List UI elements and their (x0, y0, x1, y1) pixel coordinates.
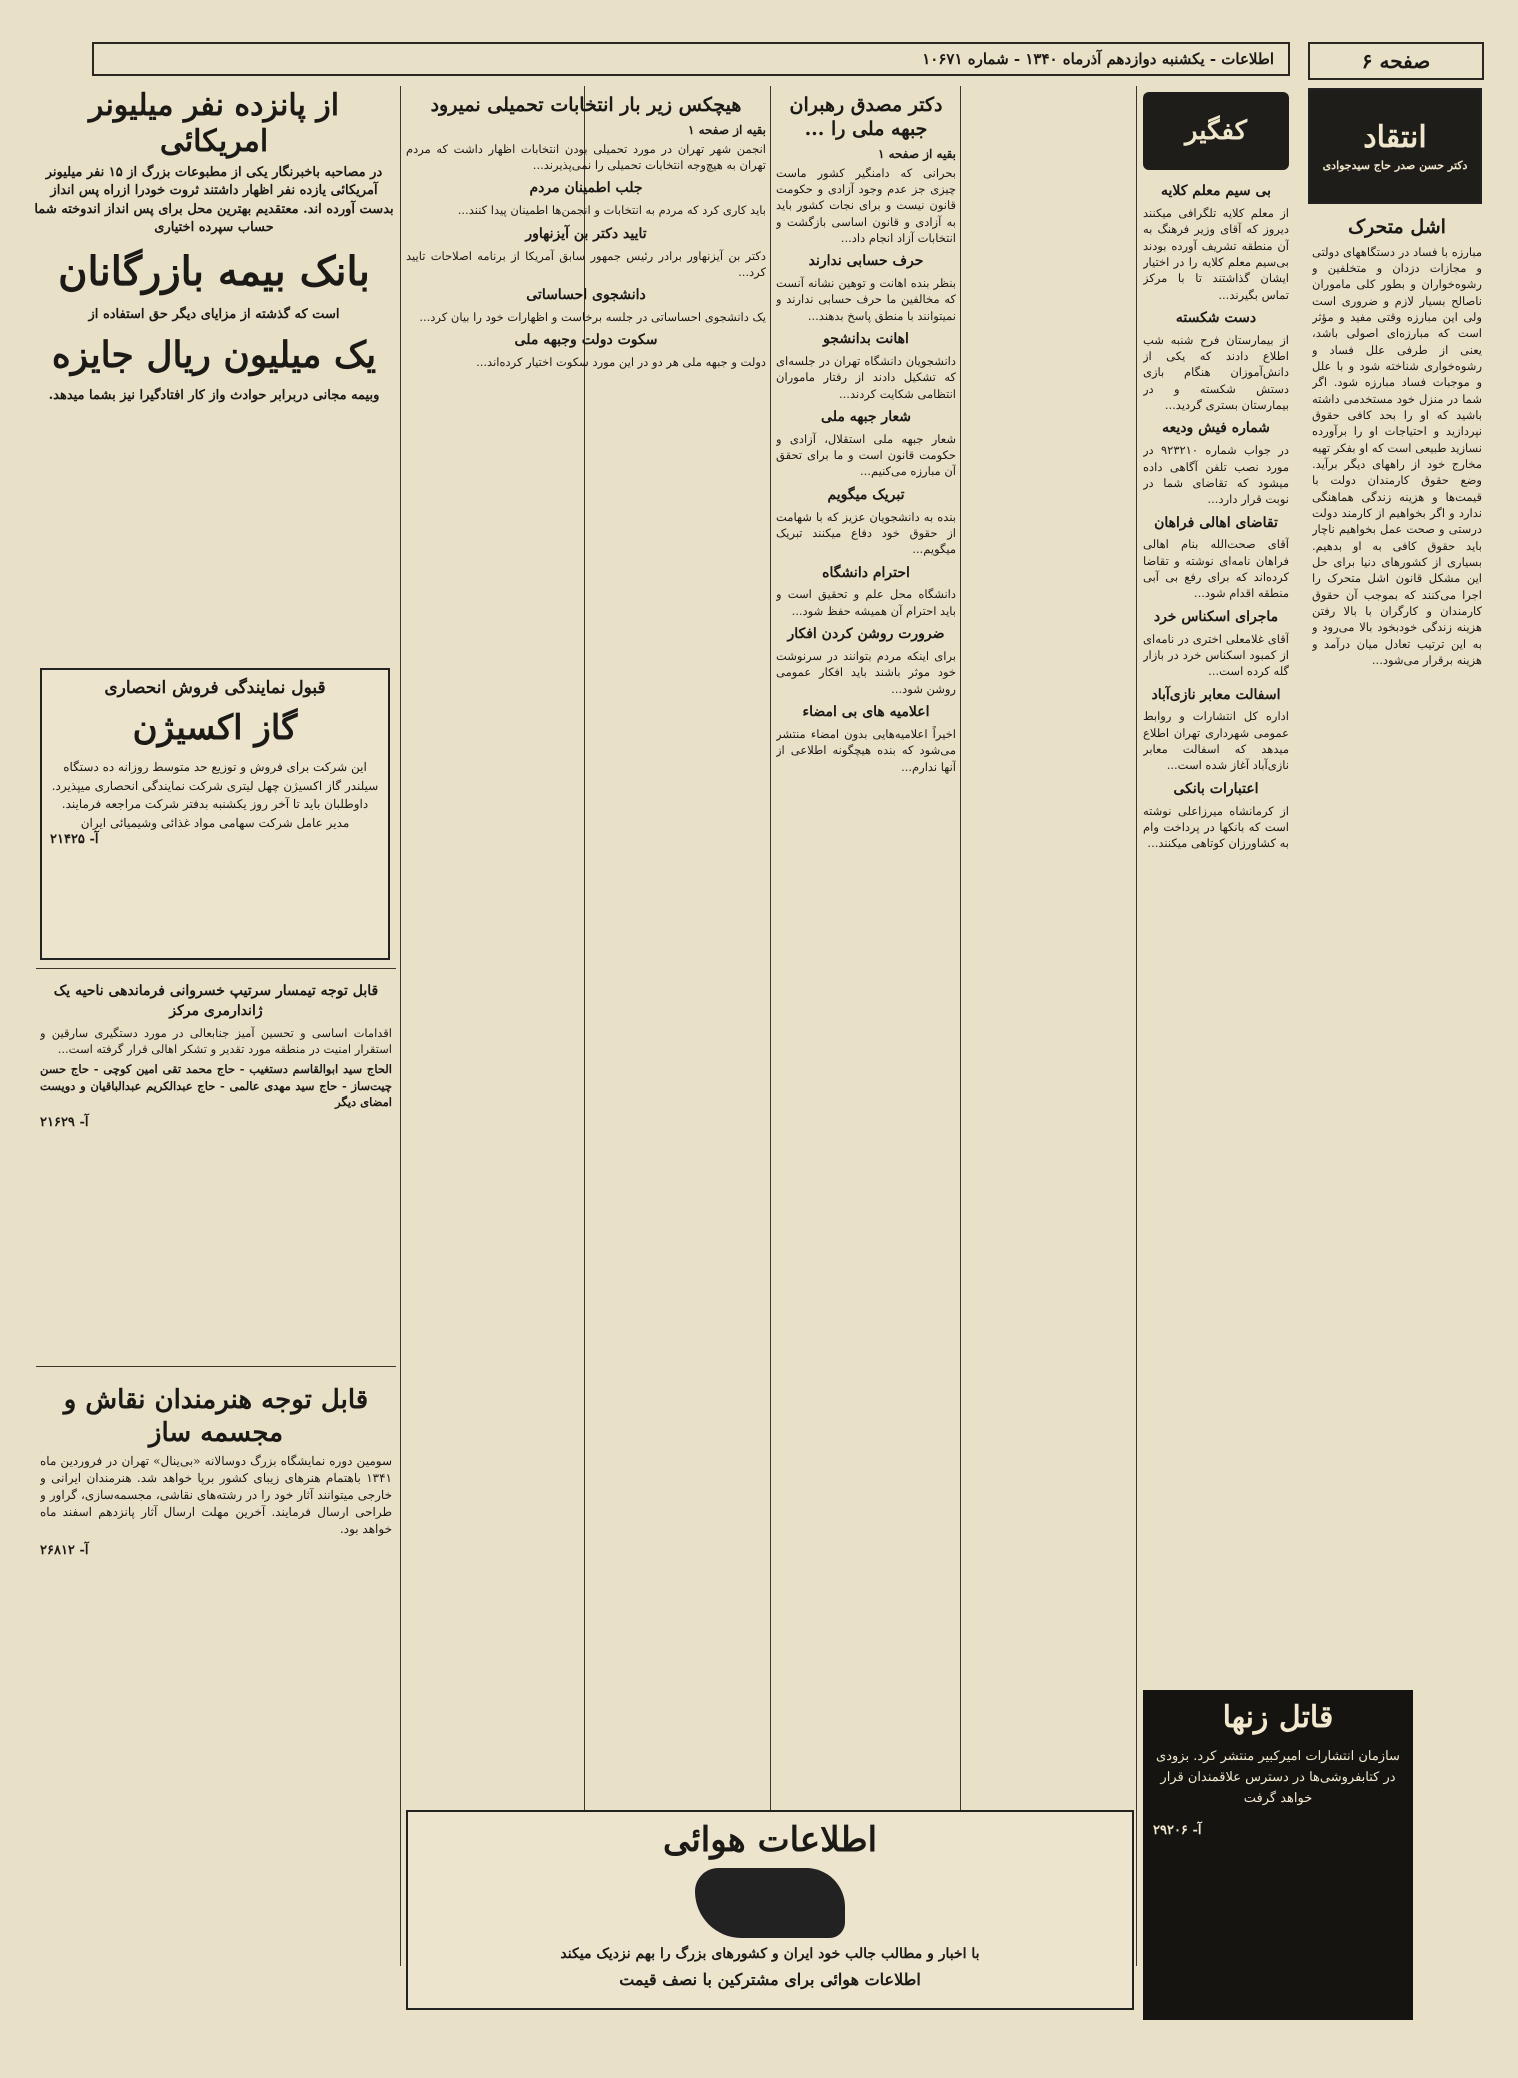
entegad-title: اشل متحرک (1348, 216, 1446, 238)
thanks-code: آ- ۲۱۶۲۹ (40, 1115, 89, 1131)
section-title: دانشجوی احساساتی (526, 287, 646, 304)
kafkir-logo: کفگیر (1143, 92, 1289, 170)
section-body: از کرمانشاه میرزاعلی نوشته است که بانکها در پرداخت وام به کشاورزان کوتاهی میکنند... (1143, 803, 1289, 851)
section-title: دست شکسته (1175, 309, 1257, 326)
kafkir-title: بی سیم معلم کلایه (1160, 183, 1272, 199)
art-code: آ- ۲۶۸۱۲ (40, 1543, 89, 1559)
kafkir-body: از معلم کلایه تلگرافی میکنند دیروز که آقای وزیر فرهنگ به آن منطقه تشریف آورده بودند بی‌سیم معلم کلایه را در اختیار ایشان گذاشتند تا با مرکز تماس بگیرند... (1143, 205, 1289, 302)
ghatel-code: آ- ۲۹۲۰۶ (1153, 1823, 1202, 1839)
section-title: تقاضای اهالی فراهان (1154, 514, 1278, 531)
section-rule (36, 968, 396, 969)
entegad-body: مبارزه با فساد در دستگاههای دولتی و مجازات دزدان و متخلفین و رشوه‌خواران و بطور کلی ماموران ناصالح بسیار لازم و ضروری است ولی این مبارزه وقتی مفید و مؤثر است که مبارزه‌ای اصولی باشد، یعنی از طرفی علل فساد و رشوه‌خواری شناخته شود و با علل و موجبات فساد مبارزه شود. اگر شما در منزل خود مستخدمی داشته باشید که او را بحد کافی حقوق نپردازید و احتیاجات او را برآورده نسازید طبیعی است که او بفکر تهیه مخارج خود از راههای دیگر برآید. وضع حقوق کارمندان دولت با قیمت‌ها و هزینه زندگی هماهنگی ندارد و اگر بخواهیم از کارمند دولت درستی و صحت عمل بخواهیم ناچار باید حقوق کافی به او بدهیم. بسیاری از کشورهای دنیا برای حل این مشکل قانون اشل متحرک را اجرا می‌کنند که بموجب آن حقوق کارمندان و کارگران با بالا رفتن هزینه زندگی خودبخود بالا می‌رود و به این ترتیب تعادل میان درآمد و هزینه برقرار می‌شود... (1312, 244, 1482, 667)
hichcox-column (406, 86, 766, 1786)
gas-brand: گاز اکسیژن (132, 708, 298, 748)
section-body: آقای غلامعلی اختری در نامه‌ای از کمبود اسکناس خرد در بازار گله کرده است... (1143, 631, 1289, 679)
thanks-body: اقدامات اساسی و تحسین آمیز جنابعالی در مورد دستگیری سارقین و استقرار امنیت در منطقه مورد تقدیر و تشکر اهالی قرار گرفته است... (40, 1025, 392, 1057)
gas-title: قبول نمایندگی فروش انحصاری (104, 678, 326, 698)
section-title: تایید دکتر بن آیزنهاور (525, 225, 647, 242)
column-rule (770, 86, 771, 1966)
gas-body: این شرکت برای فروش و توزیع حد متوسط روزانه ده دستگاه سیلندر گاز اکسیژن چهل لیتری شرکت نمایندگی انحصاری میپذیرد. داوطلبان باید تا آخر روز یکشنبه بدفتر شرکت مراجعه فرمایند. مدیر عامل شرکت سهامی مواد غذائی وشیمیائی ایران (51, 760, 379, 830)
prize-text: یک میلیون ریال جایزه (51, 334, 377, 377)
art-notice (40, 1376, 392, 2016)
art-body: سومین دوره نمایشگاه بزرگ دوسالانه «بی‌ینال» تهران در فروردین ماه ۱۳۴۱ باهتمام هنرهای زیبای کشور برپا خواهد شد. هنرمندان ایرانی و خارجی میتوانند آثار خود را در رشته‌های نقاشی، مجسمه‌سازی، گراور و طراحی ارسال فرمایند. آخرین مهلت ارسال آثار پانزدهم اسفند ماه خواهد بود. (40, 1454, 392, 1537)
section-title: سکوت دولت وجبهه ملی (514, 332, 658, 349)
ad-title: اطلاعات هوائی (662, 1820, 878, 1860)
ettelaat-havaie-ad (406, 1810, 1134, 2010)
section-body: برای اینکه مردم بتوانند در سرنوشت خود موثر باشند باید افکار عمومی روشن شود... (776, 649, 956, 696)
bank-line: است که گذشته از مزایای دیگر حق استفاده از (88, 306, 340, 322)
bank-ad (34, 86, 394, 656)
millionaire-headline: از پانزده نفر میلیونر امریکائی (88, 88, 340, 159)
kafkir-column (1143, 176, 1289, 1676)
section-body: یک دانشجوی احساساتی در جلسه برخاست و اظهارات خود را بیان کرد... (419, 310, 766, 325)
section-title: شماره فیش ودیعه (1162, 420, 1270, 437)
mossadegh-title: دکتر مصدق رهبران جبهه ملی را ... (789, 94, 943, 140)
section-title: اعتبارات بانکی (1173, 780, 1259, 797)
ghatel-ad (1143, 1690, 1413, 2020)
thanks-title: قابل توجه تیمسار سرتیپ خسروانی فرماندهی ناحیه یک ژاندارمری مرکز (53, 983, 379, 1019)
section-body: بنظر بنده اهانت و توهین نشانه آنست که مخالفین ما حرف حسابی ندارند و نمیتوانند با منطق پاسخ بدهند... (776, 276, 956, 323)
section-body: در جواب شماره ۹۲۳۲۱۰ در مورد نصب تلفن آگاهی داده میشود که تقاضای شما در نوبت قرار دارد... (1143, 443, 1289, 507)
column-rule (960, 86, 961, 1966)
iran-map-icon (695, 1868, 845, 1938)
column-rule (1136, 86, 1137, 1966)
thanks-notice (40, 976, 392, 1336)
entegad-logo: انتقاد دکتر حسن صدر حاج سیدجوادی (1308, 88, 1482, 204)
section-title: شعار جبهه ملی (821, 408, 911, 425)
section-body: آقای صحت‌الله بنام اهالی فراهان نامه‌ای نوشته و تقاضا کرده‌اند که برای رفع بی آبی منطقه اقدام شود... (1143, 537, 1289, 601)
section-title: تبریک میگویم (827, 486, 905, 503)
ad-tagline: با اخبار و مطالب جالب خود ایران و کشورهای بزرگ را بهم نزدیک میکند (560, 1946, 980, 1962)
dateline: اطلاعات - یکشنبه دوازدهم آذرماه ۱۳۴۰ - شماره ۱۰۶۷۱ (92, 42, 1290, 76)
section-title: احترام دانشگاه (822, 564, 910, 581)
hichcox-body: انجمن شهر تهران در مورد تحمیلی بودن انتخابات اظهار داشت که مردم تهران به هیچ‌وجه انتخابات تحمیلی را نمی‌پذیرند... (406, 141, 766, 173)
ad-footer: اطلاعات هوائی برای مشترکین با نصف قیمت (619, 1970, 921, 1989)
gas-ad (40, 668, 390, 960)
section-body: دانشجویان دانشگاه تهران در جلسه‌ای که تشکیل دادند از رفتار ماموران انتظامی شکایت کردند... (776, 353, 956, 401)
section-body: باید کاری کرد که مردم به انتخابات و انجمن‌ها اطمینان پیدا کنند... (457, 203, 766, 218)
section-body: دانشگاه محل علم و تحقیق است و باید احترام آن همیشه حفظ شود... (776, 587, 956, 618)
column-rule (400, 86, 401, 1966)
ghatel-body: سازمان انتشارات امیرکبیر منتشر کرد. بزودی در کتابفروشی‌ها در دسترس علاقمندان قرار خواهد گرفت (1156, 1749, 1400, 1806)
mossadegh-column (776, 86, 956, 2006)
section-title: اعلامیه های بی امضاء (802, 704, 930, 720)
mossadegh-body: بحرانی که دامنگیر کشور ماست چیزی جز عدم وجود آزادی و حکومت قانون نیست و برای نجات کشور باید به آزادی و قانون اساسی بازگشت و انتخابات آزاد انجام داد... (776, 165, 956, 245)
section-body: از بیمارستان فرح شنبه شب اطلاع دادند که یکی از دانش‌آموزان هنگام بازی دستش شکسته و در بیمارستان بستری گردید... (1143, 332, 1289, 413)
section-title: ماجرای اسکناس خرد (1153, 608, 1279, 625)
section-body: اخیراً اعلامیه‌هایی بدون امضاء منتشر می‌شود که بنده هیچگونه اطلاعی از آنها ندارم... (776, 726, 956, 774)
section-body: دکتر بن آیزنهاور برادر رئیس جمهور سابق آمریکا از برنامه اصلاحات تایید کرد... (406, 248, 766, 279)
art-title: قابل توجه هنرمندان نقاش و مجسمه ساز (63, 1385, 369, 1448)
section-body: اداره کل انتشارات و روابط عمومی شهرداری تهران اطلاع میدهد که اسفالت معابر نازی‌آباد آغاز شده است... (1143, 709, 1289, 773)
gas-code: آ- ۲۱۴۲۵ (50, 832, 99, 848)
section-title: اهانت بدانشجو (823, 331, 909, 348)
section-title: اسفالت معابر نازی‌آباد (1151, 686, 1281, 703)
section-body: دولت و جبهه ملی هر دو در این مورد سکوت اختیار کرده‌اند... (476, 355, 766, 370)
insurance-text: وبیمه مجانی دربرابر حوادث واز کار افتادگیرا نیز بشما میدهد. (48, 388, 380, 404)
bank-name: بانک بیمه بازرگانان (58, 247, 370, 295)
section-body: بنده به دانشجویان عزیز که با شهامت از حقوق خود دفاع میکنند تبریک میگویم... (776, 509, 956, 557)
hichcox-title: هیچکس زیر بار انتخابات تحمیلی نمیرود (430, 94, 742, 116)
section-title: ضرورت روشن کردن افکار (787, 626, 945, 643)
page-number: صفحه ۶ (1308, 42, 1484, 80)
continued-label: بقیه از صفحه ۱ (687, 122, 766, 137)
section-rule (36, 1366, 396, 1367)
section-title: حرف حسابی ندارند (808, 253, 924, 270)
bank-intro: در مصاحبه باخبرنگار یکی از مطبوعات بزرگ از ۱۵ نفر میلیونر آمریکائی یازده نفر اظهار داشتند ثروت خودرا ازراه پس انداز بدست آورده اند. معتقدیم بهترین محل برای پس انداز اندوخته شما حساب سپرده اختیاری (34, 165, 394, 236)
continued-label: بقیه از صفحه ۱ (877, 146, 956, 161)
section-body: شعار جبهه ملی استقلال، آزادی و حکومت قانون است و ما برای تحقق آن مبارزه می‌کنیم... (776, 431, 956, 479)
thanks-signers: الحاج سید ابوالقاسم دستغیب - حاج محمد تقی امین کوچی - حاج حسن چیت‌ساز - حاج سید مهدی عالمی - حاج عبدالکریم عبدالباقیان و دویست امضای دیگر (40, 1062, 392, 1110)
section-title: جلب اطمینان مردم (529, 180, 643, 197)
ghatel-title: قاتل زنها (1222, 1700, 1334, 1735)
